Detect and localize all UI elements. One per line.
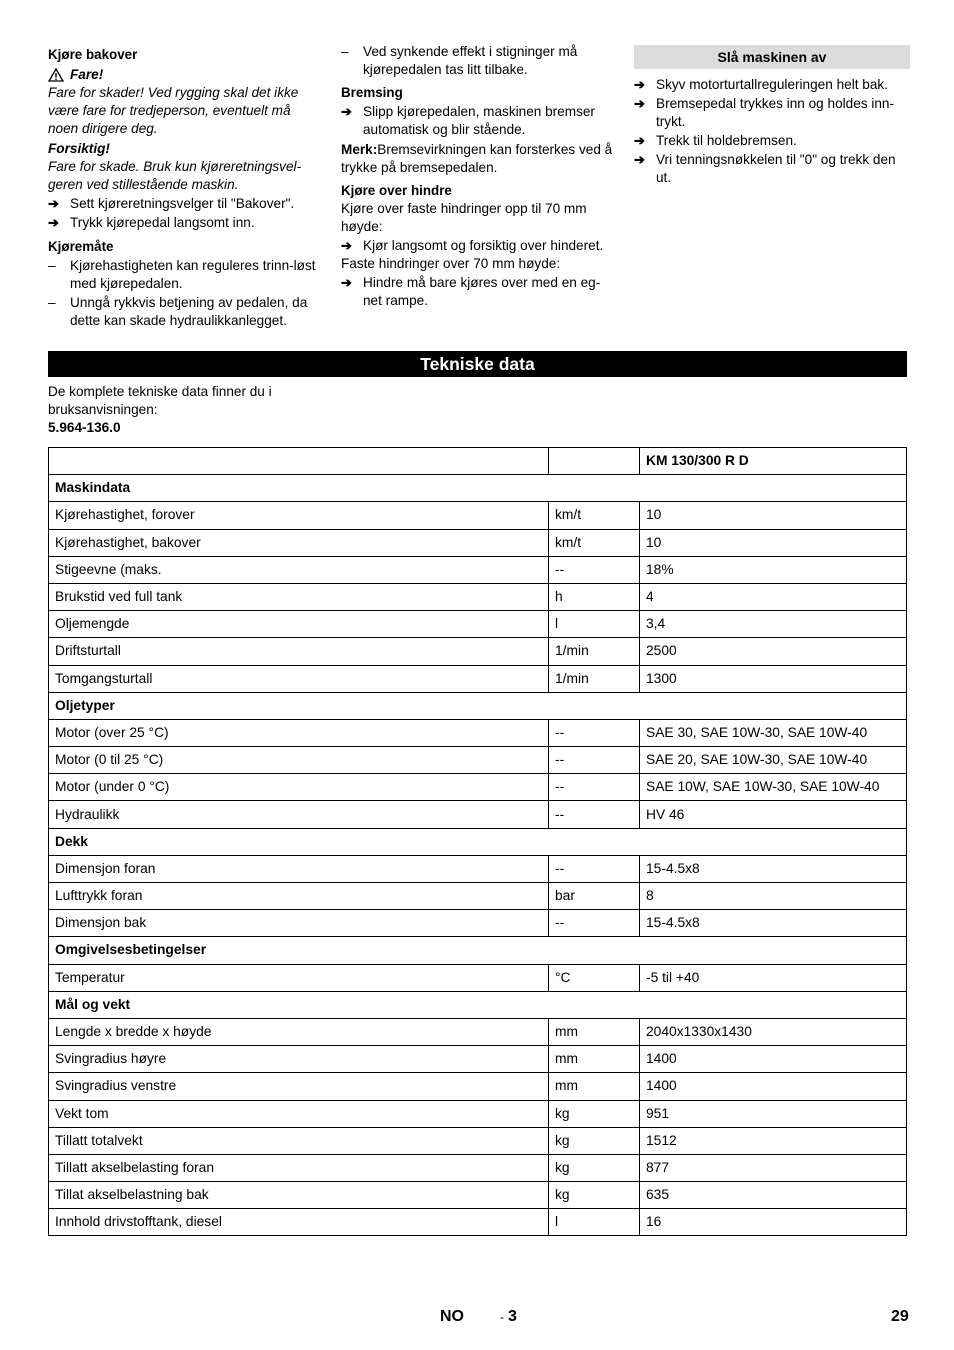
- arrow-right-icon: ➔: [341, 275, 352, 290]
- spec-unit: mm: [549, 1073, 640, 1100]
- spec-unit: --: [549, 910, 640, 937]
- spec-unit: --: [549, 747, 640, 774]
- warning-line: [48, 66, 320, 84]
- spec-unit: --: [549, 801, 640, 828]
- table-row: [49, 611, 907, 638]
- spec-unit: --: [549, 556, 640, 583]
- spec-unit: --: [549, 855, 640, 882]
- spec-label: Driftsturtall: [49, 638, 549, 665]
- table-row: [49, 1182, 907, 1209]
- table-row: [49, 774, 907, 801]
- spec-label: Svingradius venstre: [49, 1073, 549, 1100]
- table-row: [49, 855, 907, 882]
- spec-unit: km/t: [549, 502, 640, 529]
- spec-value: 2040x1330x1430: [640, 1018, 907, 1045]
- table-row: [49, 1046, 907, 1073]
- spec-value: HV 46: [640, 801, 907, 828]
- arrow-right-icon: ➔: [48, 196, 59, 211]
- spec-label: Dimensjon foran: [49, 855, 549, 882]
- spec-label: Lufttrykk foran: [49, 883, 549, 910]
- table-row: [49, 719, 907, 746]
- spec-label: Motor (0 til 25 °C): [49, 747, 549, 774]
- table-row: [49, 1100, 907, 1127]
- table-row: [49, 801, 907, 828]
- spec-label: Motor (under 0 °C): [49, 774, 549, 801]
- table-row: [49, 747, 907, 774]
- arrow-right-icon: ➔: [48, 215, 59, 230]
- heading-obstacles: Kjøre over hindre: [341, 183, 452, 198]
- column-middle: [341, 42, 617, 310]
- section-label: Omgivelsesbetingelser: [49, 937, 907, 964]
- obstacle-text-1: Kjøre over faste hindringer opp til 70 mm høyde:: [341, 201, 587, 234]
- spec-unit: bar: [549, 883, 640, 910]
- spec-unit: kg: [549, 1100, 640, 1127]
- spec-value: 16: [640, 1209, 907, 1236]
- spec-value: 10: [640, 502, 907, 529]
- table-section-row: [49, 937, 907, 964]
- spec-unit: h: [549, 583, 640, 610]
- spec-value: 951: [640, 1100, 907, 1127]
- arrow-right-icon: ➔: [634, 133, 645, 148]
- spec-label: Oljemengde: [49, 611, 549, 638]
- spec-value: 4: [640, 583, 907, 610]
- spec-label: Innhold drivstofftank, diesel: [49, 1209, 549, 1236]
- list-item: ➔ Slipp kjørepedalen, maskinen bremser automatisk og blir stående.: [341, 104, 595, 137]
- spec-unit: l: [549, 611, 640, 638]
- spec-value: 1400: [640, 1073, 907, 1100]
- spec-value: 15-4.5x8: [640, 910, 907, 937]
- table-row: [49, 1018, 907, 1045]
- spec-value: SAE 10W, SAE 10W-30, SAE 10W-40: [640, 774, 907, 801]
- table-row: [49, 502, 907, 529]
- section-label: Mål og vekt: [49, 991, 907, 1018]
- list-item: – Kjørehastigheten kan reguleres trinn-løst med kjørepedalen.: [48, 258, 316, 291]
- section-banner: Tekniske data: [48, 351, 907, 377]
- table-row: [49, 665, 907, 692]
- spec-table: [48, 447, 907, 1236]
- spec-unit: 1/min: [549, 665, 640, 692]
- list-item: ➔ Hindre må bare kjøres over med en eg-net rampe.: [341, 275, 601, 308]
- page-number: 29: [891, 1308, 909, 1325]
- spec-unit: mm: [549, 1046, 640, 1073]
- spec-label: Vekt tom: [49, 1100, 549, 1127]
- spec-unit: mm: [549, 1018, 640, 1045]
- table-row: [49, 529, 907, 556]
- spec-label: Tillatt akselbelasting foran: [49, 1154, 549, 1181]
- spec-value: -5 til +40: [640, 964, 907, 991]
- table-header-row: [49, 448, 907, 475]
- spec-label: Svingradius høyre: [49, 1046, 549, 1073]
- spec-unit: 1/min: [549, 638, 640, 665]
- warning-text: Fare for skader! Ved rygging skal det ikke være fare for tredjeperson, eventuelt må noen dirigere deg.: [48, 85, 299, 136]
- section-label: Oljetyper: [49, 692, 907, 719]
- spec-value: 1400: [640, 1046, 907, 1073]
- arrow-right-icon: ➔: [341, 104, 352, 119]
- spec-value: 3,4: [640, 611, 907, 638]
- spec-value: 10: [640, 529, 907, 556]
- spec-label: Lengde x bredde x høyde: [49, 1018, 549, 1045]
- model-header: KM 130/300 R D: [640, 448, 907, 475]
- obstacle-text-2: Faste hindringer over 70 mm høyde:: [341, 256, 561, 271]
- spec-unit: kg: [549, 1182, 640, 1209]
- table-section-row: [49, 991, 907, 1018]
- list-item: ➔ Kjør langsomt og forsiktig over hinderet.: [341, 238, 604, 253]
- table-row: [49, 638, 907, 665]
- list-item: ➔ Vri tenningsnøkkelen til "0" og trekk den ut.: [634, 152, 896, 185]
- spec-label: Dimensjon bak: [49, 910, 549, 937]
- spec-value: 635: [640, 1182, 907, 1209]
- table-row: [49, 883, 907, 910]
- spec-value: 1512: [640, 1127, 907, 1154]
- section-box-title: Slå maskinen av: [634, 45, 910, 69]
- spec-label: Motor (over 25 °C): [49, 719, 549, 746]
- table-row: [49, 556, 907, 583]
- spec-label: Stigeevne (maks.: [49, 556, 549, 583]
- list-item: ➔ Skyv motorturtallreguleringen helt bak.: [634, 77, 888, 92]
- table-row: [49, 583, 907, 610]
- spec-value: 18%: [640, 556, 907, 583]
- spec-unit: --: [549, 719, 640, 746]
- intro-text: De komplete tekniske data finner du i bruksanvisningen: 5.964-136.0: [48, 383, 338, 437]
- table-section-row: [49, 692, 907, 719]
- table-row: [49, 1154, 907, 1181]
- table-row: [49, 910, 907, 937]
- spec-value: 15-4.5x8: [640, 855, 907, 882]
- heading-reverse: Kjøre bakover: [48, 47, 138, 62]
- spec-unit: km/t: [549, 529, 640, 556]
- warning-label: Fare!: [70, 67, 104, 82]
- table-row: [49, 1209, 907, 1236]
- heading-driving: Kjøremåte: [48, 239, 114, 254]
- list-item: ➔ Trekk til holdebremsen.: [634, 133, 797, 148]
- arrow-right-icon: ➔: [634, 96, 645, 111]
- arrow-right-icon: ➔: [634, 152, 645, 167]
- spec-label: Tillatt totalvekt: [49, 1127, 549, 1154]
- spec-label: Temperatur: [49, 964, 549, 991]
- spec-label: Kjørehastighet, bakover: [49, 529, 549, 556]
- table-section-row: [49, 475, 907, 502]
- spec-label: Tomgangsturtall: [49, 665, 549, 692]
- table-row: [49, 1127, 907, 1154]
- list-item: ➔ Trykk kjørepedal langsomt inn.: [48, 215, 255, 230]
- spec-unit: °C: [549, 964, 640, 991]
- spec-unit: --: [549, 774, 640, 801]
- warning-triangle-icon: [48, 68, 64, 82]
- arrow-right-icon: ➔: [341, 238, 352, 253]
- column-right: [634, 42, 910, 187]
- document-code: 5.964-136.0: [48, 420, 121, 435]
- spec-label: Hydraulikk: [49, 801, 549, 828]
- table-section-row: [49, 828, 907, 855]
- spec-value: 2500: [640, 638, 907, 665]
- list-item: – Unngå rykkvis betjening av pedalen, da dette kan skade hydraulikkanlegget.: [48, 295, 308, 328]
- spec-value: 877: [640, 1154, 907, 1181]
- spec-unit: l: [549, 1209, 640, 1236]
- spec-unit: kg: [549, 1154, 640, 1181]
- heading-braking: Bremsing: [341, 85, 403, 100]
- spec-label: Kjørehastighet, forover: [49, 502, 549, 529]
- caution-label: Forsiktig!: [48, 141, 110, 156]
- spec-value: SAE 20, SAE 10W-30, SAE 10W-40: [640, 747, 907, 774]
- note-paragraph: Merk:Bremsevirkningen kan forsterkes ved å trykke på bremsepedalen.: [341, 142, 613, 175]
- arrow-right-icon: ➔: [634, 77, 645, 92]
- spec-value: SAE 30, SAE 10W-30, SAE 10W-40: [640, 719, 907, 746]
- section-label: Dekk: [49, 828, 907, 855]
- spec-unit: kg: [549, 1127, 640, 1154]
- table-row: [49, 1073, 907, 1100]
- spec-label: Tillat akselbelastning bak: [49, 1182, 549, 1209]
- table-row: [49, 964, 907, 991]
- list-item: – Ved synkende effekt i stigninger må kjørepedalen tas litt tilbake.: [341, 44, 578, 77]
- spec-value: 8: [640, 883, 907, 910]
- section-label: Maskindata: [49, 475, 907, 502]
- list-item: ➔ Sett kjøreretningsvelger til "Bakover".: [48, 196, 295, 211]
- column-left: [48, 42, 320, 330]
- footer-section: - 3: [500, 1308, 517, 1325]
- spec-label: Brukstid ved full tank: [49, 583, 549, 610]
- spec-value: 1300: [640, 665, 907, 692]
- caution-text: Fare for skade. Bruk kun kjøreretningsvel-geren ved stillestående maskin.: [48, 159, 302, 192]
- list-item: ➔ Bremsepedal trykkes inn og holdes inn-trykt.: [634, 96, 895, 129]
- footer-language: NO: [440, 1308, 464, 1325]
